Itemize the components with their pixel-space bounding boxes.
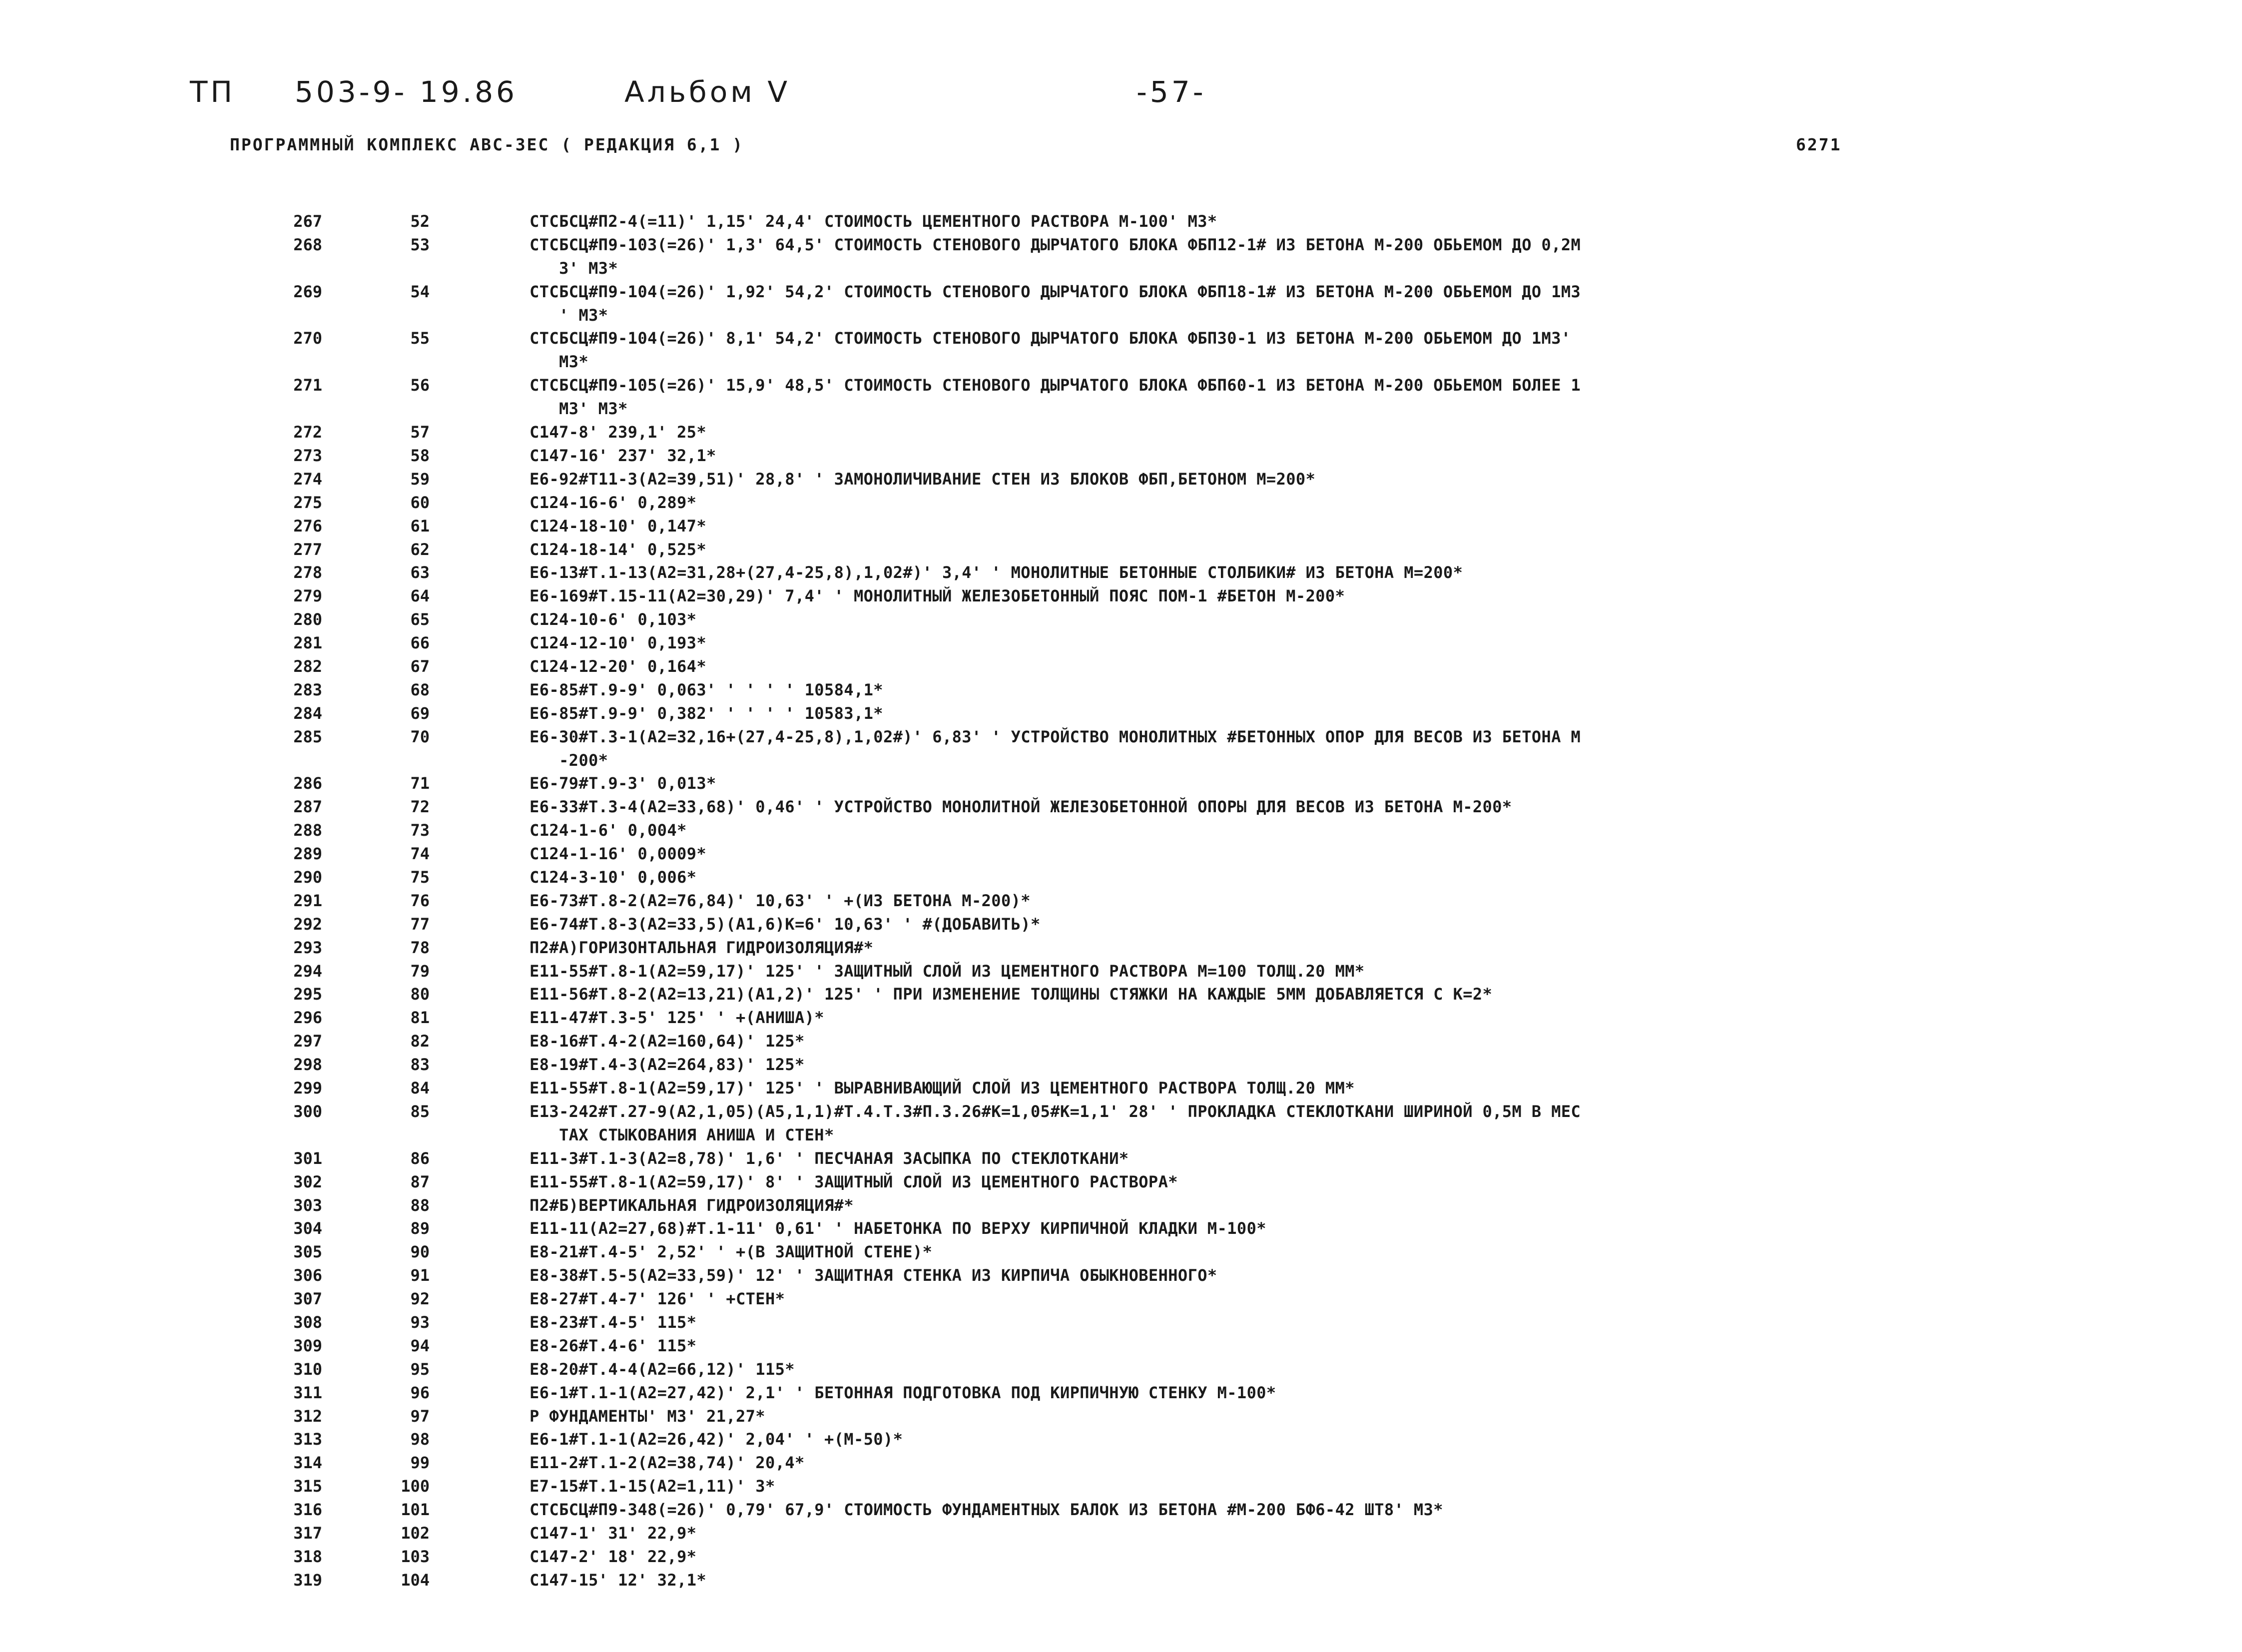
row-line-number: 69 xyxy=(410,703,430,723)
row-statement-line: С124-1-16' 0,0009* xyxy=(530,844,706,864)
row-line-number: 101 xyxy=(401,1500,430,1520)
row-sequence-number: 279 xyxy=(293,586,322,606)
row-statement xyxy=(530,1428,2078,1451)
row-sequence-number: 297 xyxy=(293,1032,322,1051)
row-statement xyxy=(530,983,2078,1006)
row-statement xyxy=(530,702,2078,725)
listing-row xyxy=(0,210,2242,233)
listing-row xyxy=(0,444,2242,468)
row-sequence-number: 313 xyxy=(293,1430,322,1449)
row-statement xyxy=(530,1569,2078,1592)
row-statement-line: Е8-27#Т.4-7' 126' ' +СТЕН* xyxy=(530,1289,785,1309)
row-sequence-number: 291 xyxy=(293,891,322,910)
row-line-number: 66 xyxy=(410,633,430,653)
row-statement-line: Е11-2#Т.1-2(А2=38,74)' 20,4* xyxy=(530,1453,805,1473)
row-sequence-number: 302 xyxy=(293,1172,322,1191)
row-statement-line: Е6-92#Т11-3(А2=39,51)' 28,8' ' ЗАМОНОЛИЧИВАНИЕ СТЕН ИЗ БЛОКОВ ФБП,БЕТОНОМ М=200* xyxy=(530,469,1316,489)
listing-row xyxy=(0,819,2242,842)
listing-row xyxy=(0,515,2242,538)
row-line-number: 52 xyxy=(410,212,430,231)
row-sequence-number: 295 xyxy=(293,985,322,1004)
row-sequence-number: 312 xyxy=(293,1406,322,1426)
row-statement-continuation: 3' М3* xyxy=(530,258,618,278)
listing-row xyxy=(0,1170,2242,1194)
listing-row xyxy=(0,725,2242,772)
row-line-number: 104 xyxy=(401,1570,430,1590)
listing-row xyxy=(0,584,2242,608)
listing-row xyxy=(0,1334,2242,1358)
listing-table xyxy=(0,210,2242,1592)
row-line-number: 82 xyxy=(410,1032,430,1051)
row-sequence-number: 294 xyxy=(293,961,322,981)
row-statement xyxy=(530,1311,2078,1334)
row-line-number: 61 xyxy=(410,516,430,536)
page-number: -57- xyxy=(1136,75,1206,109)
row-line-number: 75 xyxy=(410,868,430,887)
row-statement-line: С147-8' 239,1' 25* xyxy=(530,423,706,442)
row-sequence-number: 289 xyxy=(293,844,322,864)
row-statement xyxy=(530,1334,2078,1358)
row-line-number: 89 xyxy=(410,1219,430,1238)
row-line-number: 86 xyxy=(410,1148,430,1168)
row-statement-line: С147-16' 237' 32,1* xyxy=(530,446,716,465)
row-statement-line: П2#Б)ВЕРТИКАЛЬНАЯ ГИДРОИЗОЛЯЦИЯ#* xyxy=(530,1195,854,1215)
row-statement xyxy=(530,561,2078,584)
row-statement xyxy=(530,1381,2078,1405)
row-statement-line: С124-16-6' 0,289* xyxy=(530,493,697,512)
listing-row xyxy=(0,655,2242,678)
row-statement xyxy=(530,1100,2078,1147)
listing-row xyxy=(0,1147,2242,1170)
row-statement xyxy=(530,608,2078,631)
row-statement xyxy=(530,468,2078,491)
row-sequence-number: 270 xyxy=(293,329,322,348)
listing-row xyxy=(0,1100,2242,1147)
row-statement-continuation: ' М3* xyxy=(530,305,608,325)
row-sequence-number: 319 xyxy=(293,1570,322,1590)
row-statement xyxy=(530,1358,2078,1381)
listing-row xyxy=(0,1030,2242,1053)
row-line-number: 59 xyxy=(410,469,430,489)
listing-row xyxy=(0,1428,2242,1451)
listing-row xyxy=(0,631,2242,655)
row-statement-line: СТСБСЦ#П9-103(=26)' 1,3' 64,5' СТОИМОСТЬ СТЕНОВОГО ДЫРЧАТОГО БЛОКА ФБП12-1# ИЗ БЕТОНА М-200 ОБЬЕМОМ ДО 0,2М xyxy=(530,235,1581,254)
row-statement-line: Е7-15#Т.1-15(А2=1,11)' 3* xyxy=(530,1477,775,1496)
row-statement-line: Р ФУНДАМЕНТЫ' М3' 21,27* xyxy=(530,1406,765,1426)
row-sequence-number: 277 xyxy=(293,540,322,559)
row-sequence-number: 311 xyxy=(293,1383,322,1402)
row-statement-line: Е11-11(А2=27,68)#Т.1-11' 0,61' ' НАБЕТОНКА ПО ВЕРХУ КИРПИЧНОЙ КЛАДКИ М-100* xyxy=(530,1219,1266,1238)
row-statement-line: Е6-1#Т.1-1(А2=26,42)' 2,04' ' +(М-50)* xyxy=(530,1430,903,1449)
row-line-number: 78 xyxy=(410,938,430,957)
stamp-project-number: 503-9- 19.86 xyxy=(295,75,518,109)
row-line-number: 93 xyxy=(410,1312,430,1332)
listing-row xyxy=(0,1287,2242,1311)
row-statement-continuation: ТАХ СТЫКОВАНИЯ АНИША И СТЕН* xyxy=(530,1125,834,1144)
row-statement-line: С124-18-10' 0,147* xyxy=(530,516,706,536)
row-sequence-number: 268 xyxy=(293,235,322,254)
row-sequence-number: 316 xyxy=(293,1500,322,1520)
row-statement xyxy=(530,538,2078,561)
row-sequence-number: 290 xyxy=(293,868,322,887)
row-statement xyxy=(530,1475,2078,1498)
row-statement-line: Е11-55#Т.8-1(А2=59,17)' 8' ' ЗАЩИТНЫЙ СЛОЙ ИЗ ЦЕМЕНТНОГО РАСТВОРА* xyxy=(530,1172,1178,1191)
row-sequence-number: 300 xyxy=(293,1101,322,1121)
row-sequence-number: 301 xyxy=(293,1148,322,1168)
row-statement-line: СТСБСЦ#П9-104(=26)' 1,92' 54,2' СТОИМОСТЬ СТЕНОВОГО ДЫРЧАТОГО БЛОКА ФБП18-1# ИЗ БЕТОНА М-200 ОБЬЕМОМ ДО 1М3 xyxy=(530,282,1581,301)
row-statement xyxy=(530,515,2078,538)
row-line-number: 100 xyxy=(401,1477,430,1496)
listing-row xyxy=(0,1451,2242,1475)
row-statement-line: С124-10-6' 0,103* xyxy=(530,610,697,629)
row-line-number: 79 xyxy=(410,961,430,981)
row-statement xyxy=(530,1053,2078,1077)
row-sequence-number: 314 xyxy=(293,1453,322,1473)
row-line-number: 73 xyxy=(410,821,430,840)
row-statement-continuation: М3' М3* xyxy=(530,399,628,419)
row-line-number: 77 xyxy=(410,914,430,934)
row-line-number: 62 xyxy=(410,540,430,559)
row-statement-line: СТСБСЦ#П9-104(=26)' 8,1' 54,2' СТОИМОСТЬ СТЕНОВОГО ДЫРЧАТОГО БЛОКА ФБП30-1 ИЗ БЕТОНА М-200 ОБЬЕМОМ ДО 1М3' xyxy=(530,329,1571,348)
row-statement-line: СТСБСЦ#П9-105(=26)' 15,9' 48,5' СТОИМОСТЬ СТЕНОВОГО ДЫРЧАТОГО БЛОКА ФБП60-1 ИЗ БЕТОНА М-200 ОБЬЕМОМ БОЛЕЕ 1 xyxy=(530,376,1581,395)
row-sequence-number: 285 xyxy=(293,727,322,746)
row-statement-line: Е6-85#Т.9-9' 0,382' ' ' ' ' 10583,1* xyxy=(530,703,883,723)
row-statement-line: СТСБСЦ#П9-348(=26)' 0,79' 67,9' СТОИМОСТЬ ФУНДАМЕНТНЫХ БАЛОК ИЗ БЕТОНА #М-200 БФ6-42 ШТ8' М3* xyxy=(530,1500,1443,1520)
row-sequence-number: 282 xyxy=(293,656,322,676)
row-sequence-number: 318 xyxy=(293,1547,322,1566)
row-line-number: 98 xyxy=(410,1430,430,1449)
row-statement-line: Е6-1#Т.1-1(А2=27,42)' 2,1' ' БЕТОННАЯ ПОДГОТОВКА ПОД КИРПИЧНУЮ СТЕНКУ М-100* xyxy=(530,1383,1276,1402)
listing-row xyxy=(0,1006,2242,1030)
row-line-number: 70 xyxy=(410,727,430,746)
row-line-number: 64 xyxy=(410,586,430,606)
listing-row xyxy=(0,1358,2242,1381)
listing-row xyxy=(0,1240,2242,1264)
row-sequence-number: 273 xyxy=(293,446,322,465)
row-line-number: 83 xyxy=(410,1055,430,1075)
listing-row xyxy=(0,842,2242,866)
row-statement xyxy=(530,1147,2078,1170)
row-sequence-number: 315 xyxy=(293,1477,322,1496)
row-sequence-number: 276 xyxy=(293,516,322,536)
row-statement xyxy=(530,327,2078,374)
row-sequence-number: 281 xyxy=(293,633,322,653)
row-statement xyxy=(530,1194,2078,1217)
row-statement-line: С124-3-10' 0,006* xyxy=(530,868,697,887)
listing-row xyxy=(0,1077,2242,1100)
row-statement xyxy=(530,1170,2078,1194)
row-line-number: 72 xyxy=(410,797,430,817)
listing-row xyxy=(0,538,2242,561)
row-line-number: 103 xyxy=(401,1547,430,1566)
row-sequence-number: 298 xyxy=(293,1055,322,1075)
listing-row xyxy=(0,1545,2242,1569)
row-statement-continuation: М3* xyxy=(530,352,588,372)
row-statement-line: Е11-3#Т.1-3(А2=8,78)' 1,6' ' ПЕСЧАНАЯ ЗАСЫПКА ПО СТЕКЛОТКАНИ* xyxy=(530,1148,1129,1168)
row-sequence-number: 286 xyxy=(293,774,322,793)
row-statement xyxy=(530,889,2078,913)
listing-row xyxy=(0,1053,2242,1077)
row-line-number: 90 xyxy=(410,1242,430,1262)
row-statement xyxy=(530,1498,2078,1522)
row-line-number: 84 xyxy=(410,1079,430,1098)
row-statement xyxy=(530,374,2078,421)
row-statement xyxy=(530,1264,2078,1287)
listing-row xyxy=(0,889,2242,913)
listing-row xyxy=(0,1569,2242,1592)
row-statement-line: Е6-73#Т.8-2(А2=76,84)' 10,63' ' +(ИЗ БЕТОНА М-200)* xyxy=(530,891,1031,910)
row-line-number: 81 xyxy=(410,1008,430,1028)
row-statement-line: СТСБСЦ#П2-4(=11)' 1,15' 24,4' СТОИМОСТЬ ЦЕМЕНТНОГО РАСТВОРА М-100' М3* xyxy=(530,212,1217,231)
row-statement-line: Е11-56#Т.8-2(А2=13,21)(А1,2)' 125' ' ПРИ ИЗМЕНЕНИЕ ТОЛЩИНЫ СТЯЖКИ НА КАЖДЫЕ 5ММ ДОБАВЛЯЕТСЯ С К=2* xyxy=(530,985,1493,1004)
row-sequence-number: 299 xyxy=(293,1079,322,1098)
row-statement-line: Е6-85#Т.9-9' 0,063' ' ' ' ' 10584,1* xyxy=(530,680,883,699)
row-line-number: 58 xyxy=(410,446,430,465)
listing-row xyxy=(0,1475,2242,1498)
listing-row xyxy=(0,421,2242,444)
listing-row xyxy=(0,233,2242,280)
listing-row xyxy=(0,1194,2242,1217)
row-sequence-number: 275 xyxy=(293,493,322,512)
row-statement-line: Е8-16#Т.4-2(А2=160,64)' 125* xyxy=(530,1032,805,1051)
row-statement-line: Е8-23#Т.4-5' 115* xyxy=(530,1312,697,1332)
row-line-number: 56 xyxy=(410,376,430,395)
row-statement xyxy=(530,631,2078,655)
listing-row xyxy=(0,983,2242,1006)
row-statement xyxy=(530,1451,2078,1475)
row-line-number: 60 xyxy=(410,493,430,512)
row-statement xyxy=(530,1545,2078,1569)
row-statement xyxy=(530,678,2078,702)
row-statement xyxy=(530,913,2078,936)
row-line-number: 67 xyxy=(410,656,430,676)
row-sequence-number: 278 xyxy=(293,563,322,582)
row-statement xyxy=(530,772,2078,795)
stamp-album: Альбом V xyxy=(624,75,791,109)
listing-row xyxy=(0,1522,2242,1545)
row-line-number: 80 xyxy=(410,985,430,1004)
row-statement-line: Е6-79#Т.9-3' 0,013* xyxy=(530,774,716,793)
listing-row xyxy=(0,608,2242,631)
row-sequence-number: 310 xyxy=(293,1359,322,1379)
row-statement-line: С124-12-20' 0,164* xyxy=(530,656,706,676)
row-sequence-number: 293 xyxy=(293,938,322,957)
row-statement xyxy=(530,842,2078,866)
listing-row xyxy=(0,936,2242,960)
row-line-number: 87 xyxy=(410,1172,430,1191)
row-statement xyxy=(530,1405,2078,1428)
row-statement xyxy=(530,1240,2078,1264)
row-statement-line: Е6-13#Т.1-13(А2=31,28+(27,4-25,8),1,02#)' 3,4' ' МОНОЛИТНЫЕ БЕТОННЫЕ СТОЛБИКИ# ИЗ БЕТОНА М=200* xyxy=(530,563,1463,582)
row-statement-line: Е11-55#Т.8-1(А2=59,17)' 125' ' ВЫРАВНИВАЮЩИЙ СЛОЙ ИЗ ЦЕМЕНТНОГО РАСТВОРА ТОЛЩ.20 ММ* xyxy=(530,1079,1355,1098)
row-statement xyxy=(530,960,2078,983)
row-statement xyxy=(530,444,2078,468)
row-statement xyxy=(530,655,2078,678)
row-sequence-number: 317 xyxy=(293,1523,322,1543)
row-line-number: 71 xyxy=(410,774,430,793)
row-line-number: 74 xyxy=(410,844,430,864)
listing-row xyxy=(0,795,2242,819)
listing-row xyxy=(0,1311,2242,1334)
row-sequence-number: 287 xyxy=(293,797,322,817)
row-statement-line: С124-18-14' 0,525* xyxy=(530,540,706,559)
listing-row xyxy=(0,561,2242,584)
row-statement xyxy=(530,1030,2078,1053)
row-statement-line: С147-1' 31' 22,9* xyxy=(530,1523,697,1543)
listing-row xyxy=(0,1405,2242,1428)
row-line-number: 65 xyxy=(410,610,430,629)
row-sequence-number: 271 xyxy=(293,376,322,395)
row-sequence-number: 272 xyxy=(293,423,322,442)
listing-row xyxy=(0,960,2242,983)
listing-row xyxy=(0,280,2242,327)
listing-row xyxy=(0,678,2242,702)
row-sequence-number: 267 xyxy=(293,212,322,231)
row-statement-line: Е11-55#Т.8-1(А2=59,17)' 125' ' ЗАЩИТНЫЙ СЛОЙ ИЗ ЦЕМЕНТНОГО РАСТВОРА М=100 ТОЛЩ.20 ММ* xyxy=(530,961,1365,981)
row-line-number: 53 xyxy=(410,235,430,254)
row-sequence-number: 269 xyxy=(293,282,322,301)
row-statement xyxy=(530,1522,2078,1545)
row-line-number: 85 xyxy=(410,1101,430,1121)
row-sequence-number: 283 xyxy=(293,680,322,699)
row-statement-line: С124-12-10' 0,193* xyxy=(530,633,706,653)
row-line-number: 68 xyxy=(410,680,430,699)
row-statement-line: Е6-74#Т.8-3(А2=33,5)(А1,6)К=6' 10,63' ' #(ДОБАВИТЬ)* xyxy=(530,914,1041,934)
listing-row xyxy=(0,913,2242,936)
listing-row xyxy=(0,1264,2242,1287)
row-statement-continuation: -200* xyxy=(530,750,608,770)
row-statement-line: Е8-19#Т.4-3(А2=264,83)' 125* xyxy=(530,1055,805,1075)
row-statement xyxy=(530,233,2078,280)
row-line-number: 92 xyxy=(410,1289,430,1309)
row-statement-line: П2#А)ГОРИЗОНТАЛЬНАЯ ГИДРОИЗОЛЯЦИЯ#* xyxy=(530,938,874,957)
row-line-number: 99 xyxy=(410,1453,430,1473)
row-sequence-number: 307 xyxy=(293,1289,322,1309)
row-statement xyxy=(530,210,2078,233)
row-line-number: 55 xyxy=(410,329,430,348)
listing-row xyxy=(0,702,2242,725)
row-statement-line: Е8-20#Т.4-4(А2=66,12)' 115* xyxy=(530,1359,795,1379)
listing-row xyxy=(0,1498,2242,1522)
row-statement-line: Е8-26#Т.4-6' 115* xyxy=(530,1336,697,1355)
row-statement xyxy=(530,280,2078,327)
row-sequence-number: 288 xyxy=(293,821,322,840)
row-sequence-number: 306 xyxy=(293,1266,322,1285)
row-line-number: 97 xyxy=(410,1406,430,1426)
row-line-number: 76 xyxy=(410,891,430,910)
listing-row xyxy=(0,866,2242,889)
row-statement xyxy=(530,819,2078,842)
listing-row xyxy=(0,374,2242,421)
row-line-number: 57 xyxy=(410,423,430,442)
listing-row xyxy=(0,772,2242,795)
listing-row xyxy=(0,327,2242,374)
program-title: ПРОГРАММНЫЙ КОМПЛЕКС АВС-3ЕС ( РЕДАКЦИЯ 6,1 ) xyxy=(230,135,744,154)
row-statement-line: Е13-242#Т.27-9(А2,1,05)(А5,1,1)#Т.4.Т.3#П.3.26#К=1,05#К=1,1' 28' ' ПРОКЛАДКА СТЕКЛОТКАНИ ШИРИНОЙ 0,5М В МЕС xyxy=(530,1101,1581,1121)
row-sequence-number: 308 xyxy=(293,1312,322,1332)
stamp-code: ТП xyxy=(190,75,236,109)
row-line-number: 95 xyxy=(410,1359,430,1379)
row-line-number: 94 xyxy=(410,1336,430,1355)
row-line-number: 96 xyxy=(410,1383,430,1402)
row-sequence-number: 274 xyxy=(293,469,322,489)
row-sequence-number: 305 xyxy=(293,1242,322,1262)
row-statement-line: Е6-169#Т.15-11(А2=30,29)' 7,4' ' МОНОЛИТНЫЙ ЖЕЛЕЗОБЕТОННЫЙ ПОЯС ПОМ-1 #БЕТОН М-200* xyxy=(530,586,1345,606)
row-statement-line: Е6-30#Т.3-1(А2=32,16+(27,4-25,8),1,02#)' 6,83' ' УСТРОЙСТВО МОНОЛИТНЫХ #БЕТОННЫХ ОПОР ДЛЯ ВЕСОВ ИЗ БЕТОНА М xyxy=(530,727,1581,746)
row-statement xyxy=(530,1287,2078,1311)
row-statement xyxy=(530,1006,2078,1030)
row-line-number: 54 xyxy=(410,282,430,301)
row-sequence-number: 292 xyxy=(293,914,322,934)
row-statement-line: Е6-33#Т.3-4(А2=33,68)' 0,46' ' УСТРОЙСТВО МОНОЛИТНОЙ ЖЕЛЕЗОБЕТОННОЙ ОПОРЫ ДЛЯ ВЕСОВ ИЗ БЕТОНА М-200* xyxy=(530,797,1512,817)
row-statement-line: С147-2' 18' 22,9* xyxy=(530,1547,697,1566)
row-statement xyxy=(530,936,2078,960)
listing-row xyxy=(0,1217,2242,1240)
row-statement xyxy=(530,795,2078,819)
row-line-number: 91 xyxy=(410,1266,430,1285)
row-statement-line: С147-15' 12' 32,1* xyxy=(530,1570,706,1590)
row-sequence-number: 303 xyxy=(293,1195,322,1215)
listing-row xyxy=(0,491,2242,515)
row-line-number: 102 xyxy=(401,1523,430,1543)
row-statement xyxy=(530,725,2078,772)
document-code: 6271 xyxy=(1796,135,1842,154)
row-sequence-number: 280 xyxy=(293,610,322,629)
row-statement xyxy=(530,866,2078,889)
row-statement xyxy=(530,491,2078,515)
listing-row xyxy=(0,1381,2242,1405)
row-statement xyxy=(530,1077,2078,1100)
row-line-number: 88 xyxy=(410,1195,430,1215)
row-statement-line: Е11-47#Т.3-5' 125' ' +(АНИША)* xyxy=(530,1008,824,1028)
row-statement xyxy=(530,421,2078,444)
row-sequence-number: 304 xyxy=(293,1219,322,1238)
row-statement xyxy=(530,584,2078,608)
row-statement-line: Е8-21#Т.4-5' 2,52' ' +(В ЗАЩИТНОЙ СТЕНЕ)* xyxy=(530,1242,933,1262)
row-line-number: 63 xyxy=(410,563,430,582)
row-statement xyxy=(530,1217,2078,1240)
row-sequence-number: 296 xyxy=(293,1008,322,1028)
listing-row xyxy=(0,468,2242,491)
row-statement-line: Е8-38#Т.5-5(А2=33,59)' 12' ' ЗАЩИТНАЯ СТЕНКА ИЗ КИРПИЧА ОБЫКНОВЕННОГО* xyxy=(530,1266,1217,1285)
row-statement-line: С124-1-6' 0,004* xyxy=(530,821,687,840)
row-sequence-number: 309 xyxy=(293,1336,322,1355)
row-sequence-number: 284 xyxy=(293,703,322,723)
